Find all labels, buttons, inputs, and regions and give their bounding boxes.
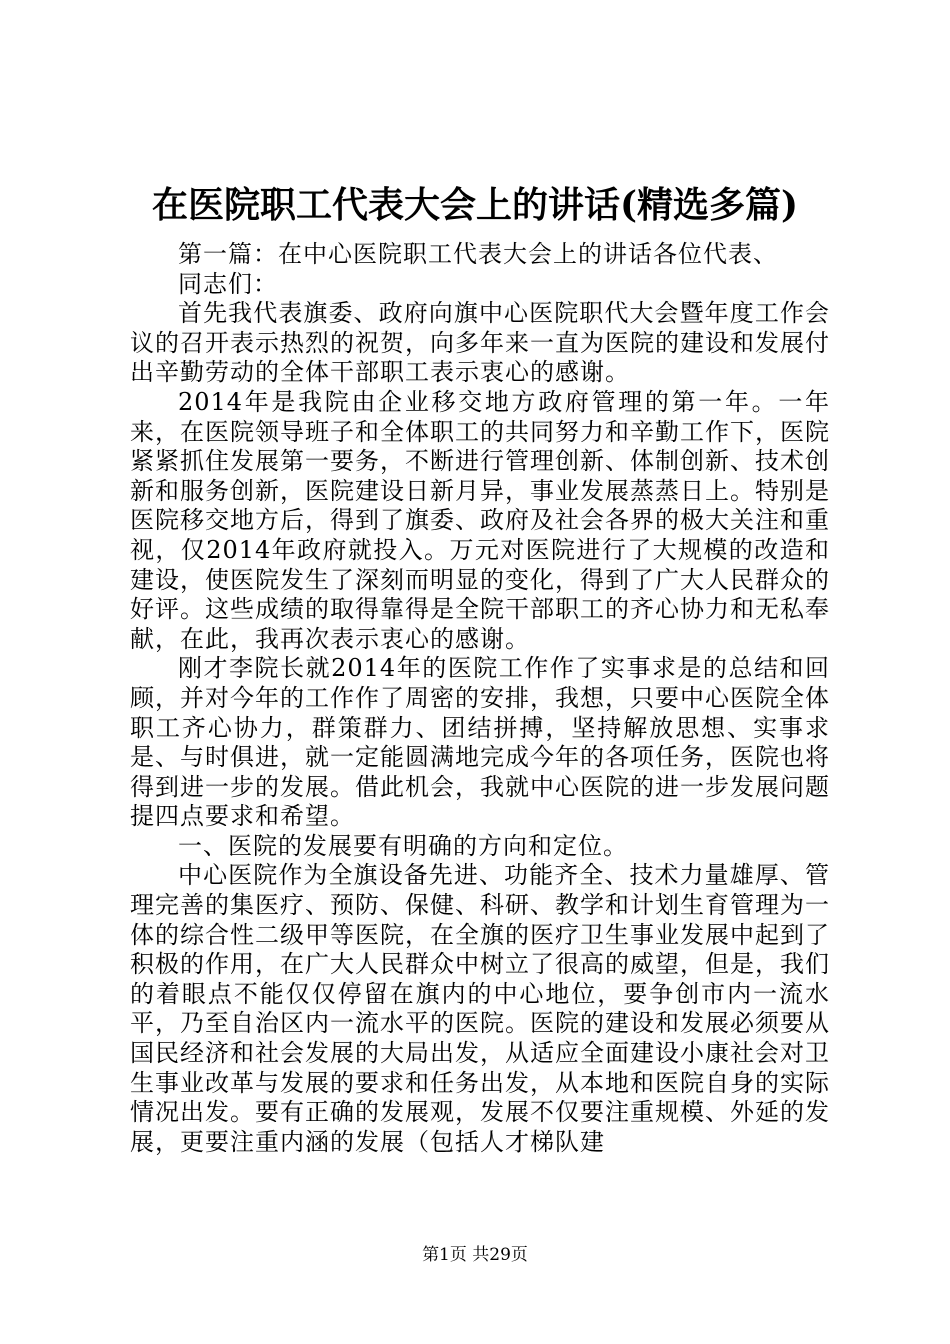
paragraph: 同志们： (178, 269, 278, 298)
paragraph: 2014年是我院由企业移交地方政府管理的第一年。一年来，在医院领导班子和全体职工的共同努力和辛勤工作下，医院紧紧抓住发展第一要务，不断进行管理创新、体制创新、技术创新和服务创新，医院建设日新月异，事业发展蒸蒸日上。特别是医院移交地方后，得到了旗委、政府及社会各界的极大关注和重视，仅2014年政府就投入。万元对医院进行了大规模的改造和建设，使医院发生了深刻而明显的变化，得到了广大人民群众的好评。这些成绩的取得靠得是全院干部职工的齐心协力和无私奉献，在此，我再次表示衷心的感谢。 (130, 387, 830, 653)
paragraph: 第一篇：在中心医院职工代表大会上的讲话各位代表、 (178, 240, 778, 268)
paragraph: 一、医院的发展要有明确的方向和定位。 (178, 831, 628, 860)
paragraph: 首先我代表旗委、政府向旗中心医院职代大会暨年度工作会议的召开表示热烈的祝贺，向多年来一直为医院的建设和发展付出辛勤劳动的全体干部职工表示衷心的感谢。 (130, 299, 830, 387)
paragraph: 中心医院作为全旗设备先进、功能齐全、技术力量雄厚、管理完善的集医疗、预防、保健、科研、教学和计划生育管理为一体的综合性二级甲等医院，在全旗的医疗卫生事业发展中起到了积极的作用，在广大人民群众中树立了很高的威望，但是，我们的着眼点不能仅仅停留在旗内的中心地位，要争创市内一流水平，乃至自治区内一流水平的医院。医院的建设和发展必须要从国民经济和社会发展的大局出发，从适应全面建设小康社会对卫生事业改革与发展的要求和任务出发，从本地和医院自身的实际情况出发。要有正确的发展观，发展不仅要注重规模、外延的发展，更要注重内涵的发展（包括人才梯队建 (130, 861, 830, 1156)
document-body (130, 240, 830, 1157)
page-footer: 第1页 共29页 (422, 1245, 528, 1265)
document-title: 在医院职工代表大会上的讲话(精选多篇) (151, 184, 799, 226)
paragraph: 刚才李院长就2014年的医院工作作了实事求是的总结和回顾，并对今年的工作作了周密的安排，我想，只要中心医院全体职工齐心协力，群策群力、团结拼搏，坚持解放思想、实事求是、与时俱进，就一定能圆满地完成今年的各项任务，医院也将得到进一步的发展。借此机会，我就中心医院的进一步发展问题提四点要求和希望。 (130, 654, 830, 831)
